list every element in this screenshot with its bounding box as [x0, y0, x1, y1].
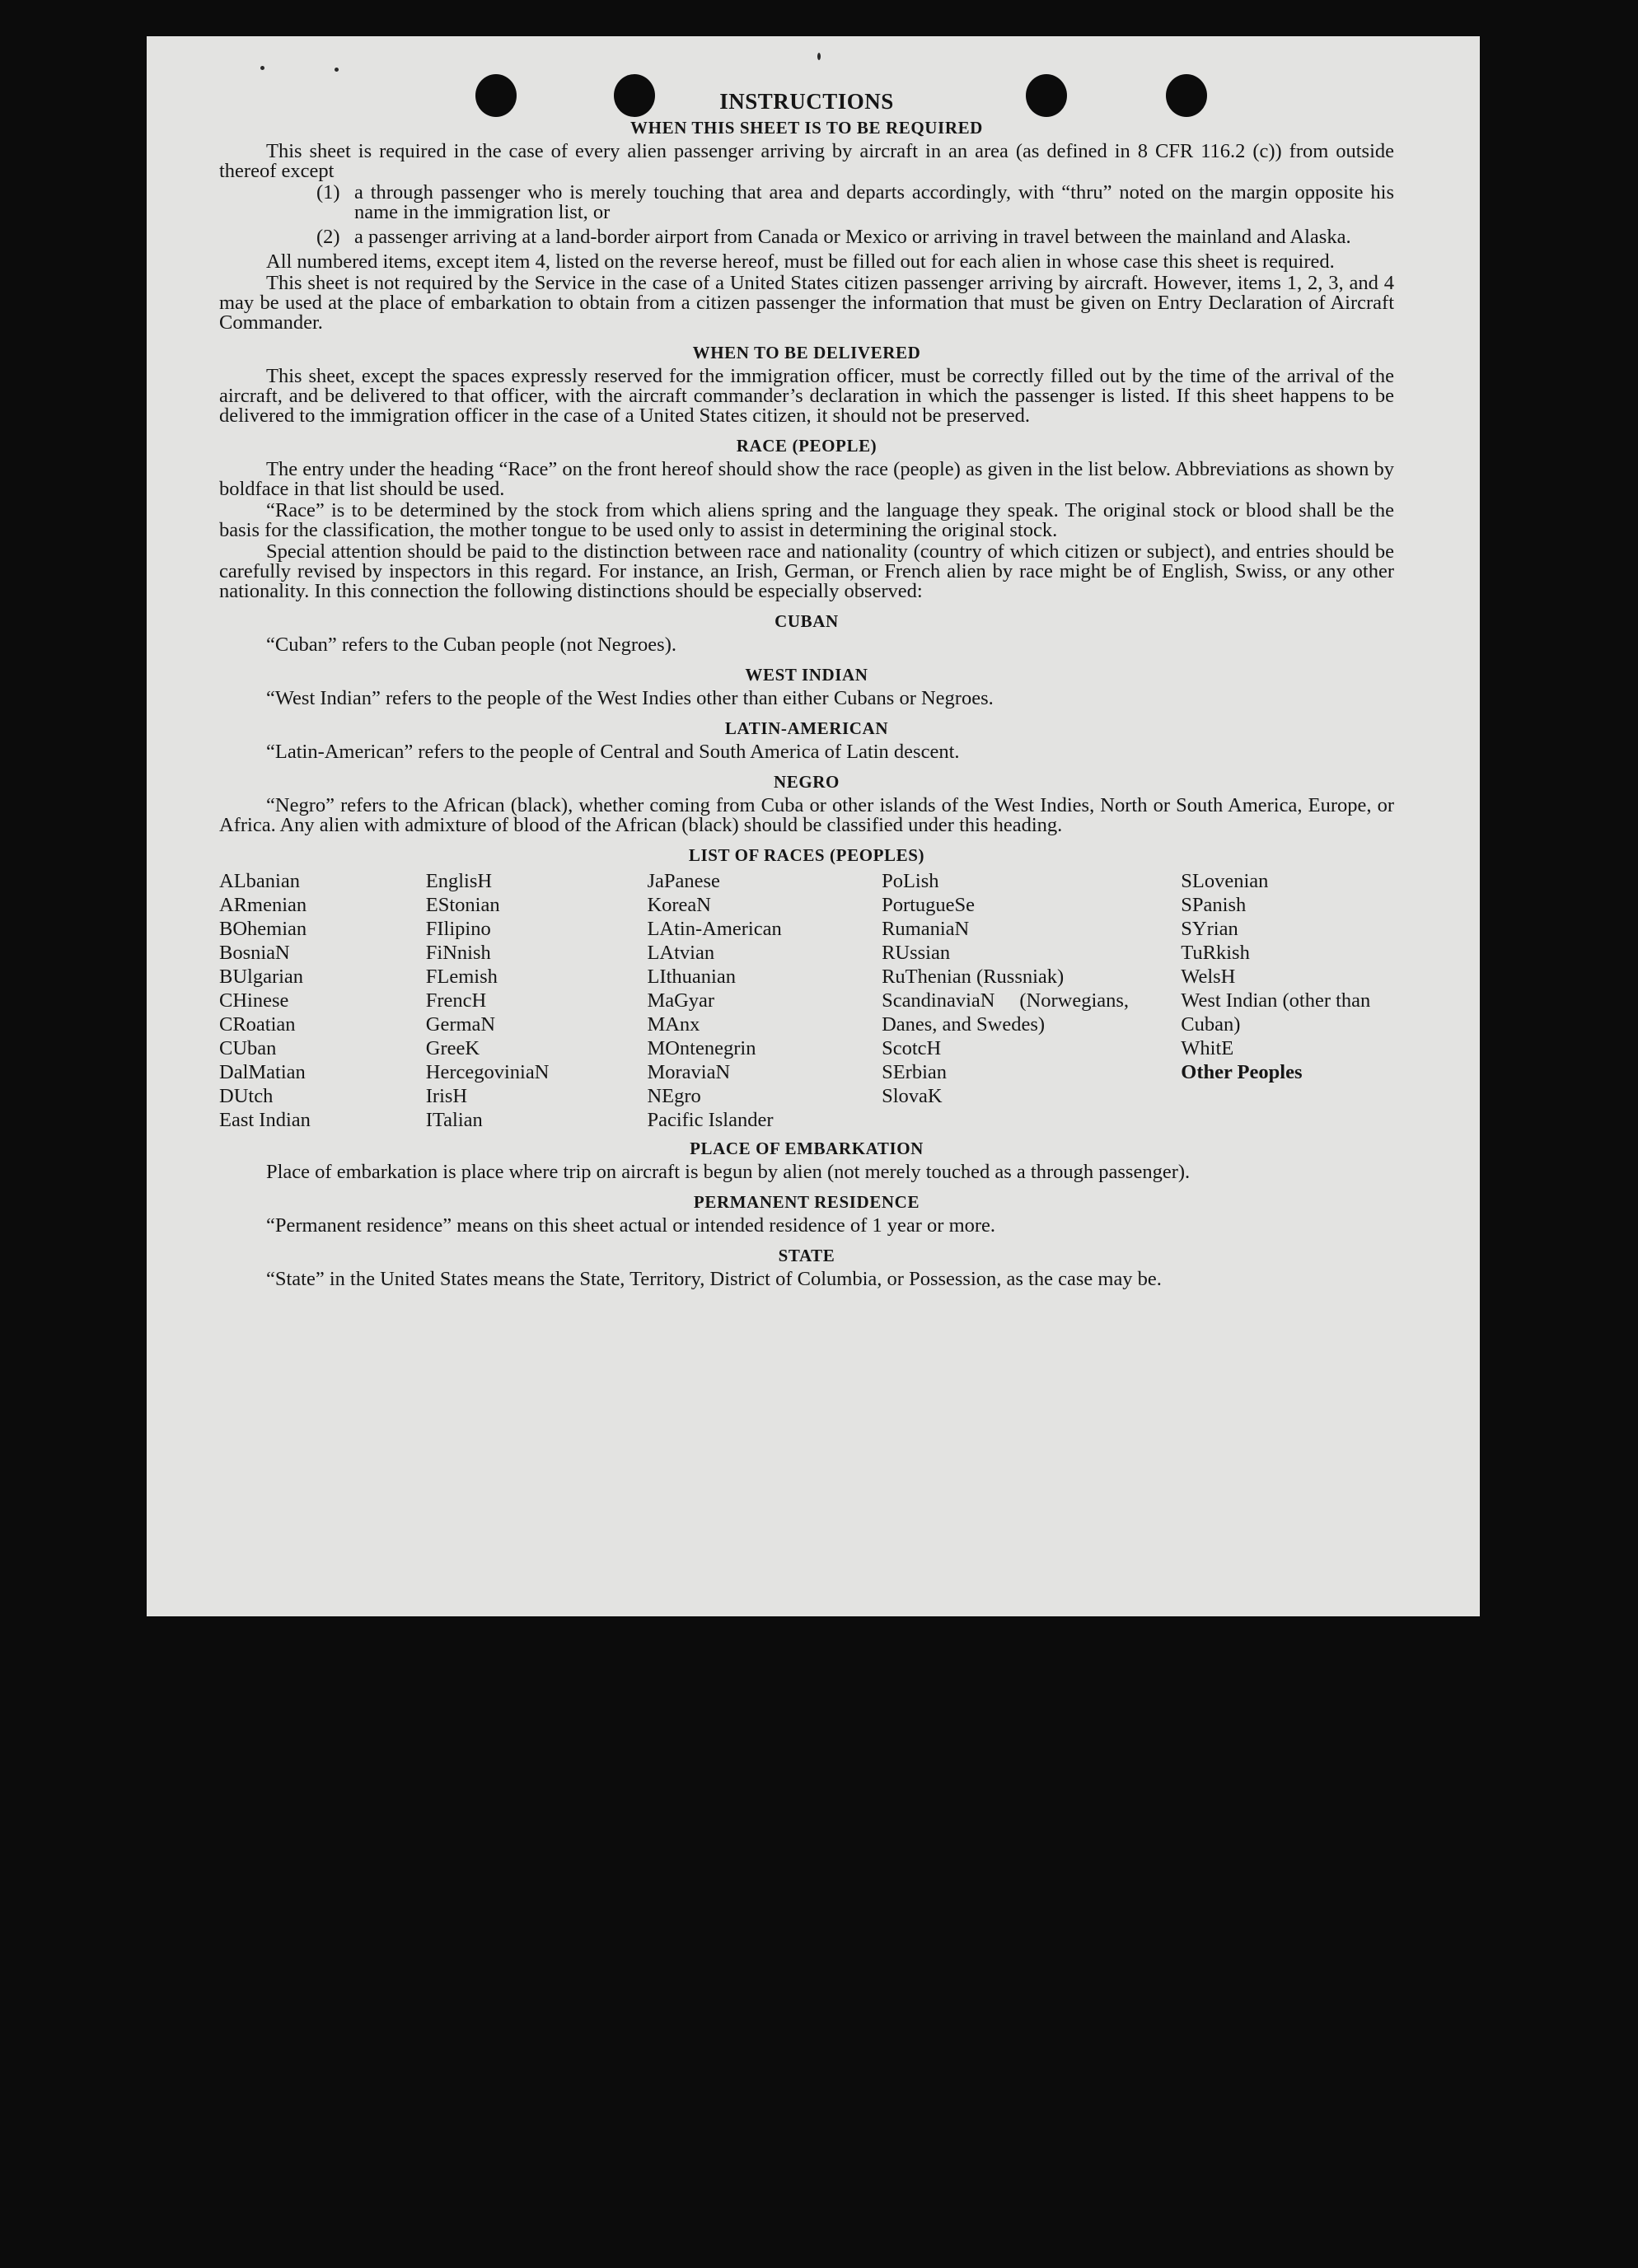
race-item: ScandinaviaN (Norwegians, Danes, and Swedes)	[882, 989, 1130, 1036]
speck	[260, 66, 264, 70]
race-item: WhitE	[1181, 1037, 1234, 1059]
section-heading-residence: PERMANENT RESIDENCE	[693, 1192, 920, 1212]
race-item: PoLish	[882, 870, 939, 892]
race-item: JaPanese	[647, 870, 720, 892]
paragraph: “State” in the United States means the State, Territory, District of Columbia, or Possession, as the case may be.	[266, 1268, 1162, 1290]
race-item: ARmenian	[219, 894, 307, 916]
race-item: TuRkish	[1181, 942, 1250, 964]
paragraph: “Permanent residence” means on this sheet actual or intended residence of 1 year or more.	[266, 1214, 996, 1237]
punch-hole	[614, 74, 655, 117]
paragraph: All numbered items, except item 4, listed on the reverse hereof, must be filled out for each alien in whose case this sheet is required.	[266, 250, 1335, 273]
race-item: Other Peoples	[1181, 1061, 1303, 1083]
race-item: CUban	[219, 1037, 277, 1059]
paragraph: This sheet, except the spaces expressly reserved for the immigration officer, must be correctly filled out by the time of the arrival of the aircraft, and be delivered to that officer, with the aircraft commander’s declaration in which the passenger is listed. If this sheet happens to be delivered to the immigration officer in the case of a United States citizen, it should not be preserved.	[219, 365, 1394, 427]
race-item: ScotcH	[882, 1037, 942, 1059]
race-item: ITalian	[425, 1109, 483, 1131]
section-heading-state: STATE	[778, 1246, 835, 1265]
punch-hole	[475, 74, 517, 117]
race-item: PortugueSe	[882, 894, 976, 916]
section-heading-embarkation: PLACE OF EMBARKATION	[690, 1139, 924, 1158]
race-item: FiNnish	[425, 942, 491, 964]
paragraph: The entry under the heading “Race” on the front hereof should show the race (people) as given in the list below. Abbreviations as shown by boldface in that list should be used.	[219, 458, 1394, 500]
item-number: (2)	[316, 226, 340, 248]
item-number: (1)	[316, 181, 340, 203]
section-heading-west-indian: WEST INDIAN	[745, 665, 868, 685]
race-item: EStonian	[425, 894, 500, 916]
race-item: East Indian	[219, 1109, 311, 1131]
race-item: BUlgarian	[219, 966, 304, 988]
race-item: CHinese	[219, 989, 289, 1012]
section-heading-race: RACE (PEOPLE)	[736, 436, 878, 456]
section-heading-latin-american: LATIN-AMERICAN	[724, 718, 889, 738]
exception-item	[316, 183, 1394, 222]
paragraph: This sheet is required in the case of every alien passenger arriving by aircraft in an area (as defined in 8 CFR 116.2 (c)) from outside thereof except	[219, 140, 1394, 182]
race-item: EnglisH	[425, 870, 493, 892]
section-heading-when-required: WHEN THIS SHEET IS TO BE REQUIRED	[630, 118, 983, 138]
race-item: FLemish	[425, 966, 498, 988]
races-column	[647, 869, 882, 1132]
race-item: CRoatian	[219, 1013, 296, 1036]
race-item: HercegoviniaN	[425, 1061, 550, 1083]
race-item: FIlipino	[425, 918, 491, 940]
race-item: FrencH	[425, 989, 487, 1012]
section-heading-negro: NEGRO	[773, 772, 840, 792]
item-text: a passenger arriving at a land-border airport from Canada or Mexico or arriving in travel between the mainland and Alaska.	[354, 226, 1351, 248]
punch-hole	[1166, 74, 1207, 117]
race-item: ALbanian	[219, 870, 300, 892]
races-column	[1181, 869, 1394, 1132]
paragraph: “Cuban” refers to the Cuban people (not Negroes).	[266, 634, 676, 656]
speck	[335, 68, 339, 72]
paragraph: “West Indian” refers to the people of the West Indies other than either Cubans or Negroes.	[266, 687, 994, 709]
race-item: West Indian (other than Cuban)	[1181, 989, 1371, 1036]
paragraph: “Race” is to be determined by the stock from which aliens spring and the language they speak. The original stock or blood shall be the basis for the classification, the mother tongue to be used only to assist in determining the original stock.	[219, 499, 1394, 541]
race-item: SYrian	[1181, 918, 1238, 940]
race-item: BosniaN	[219, 942, 290, 964]
item-text: a through passenger who is merely touching that area and departs accordingly, with “thru” noted on the margin opposite his name in the immigration list, or	[354, 181, 1394, 223]
speck	[817, 53, 821, 60]
race-item: DalMatian	[219, 1061, 306, 1083]
race-item: MaGyar	[647, 989, 715, 1012]
race-item: KoreaN	[647, 894, 711, 916]
race-item: SlovaK	[882, 1085, 943, 1107]
race-item: RUssian	[882, 942, 951, 964]
race-item: RumaniaN	[882, 918, 970, 940]
paragraph: “Latin-American” refers to the people of Central and South America of Latin descent.	[266, 741, 960, 763]
race-item: DUtch	[219, 1085, 274, 1107]
section-heading-cuban: CUBAN	[775, 611, 839, 631]
races-column	[882, 869, 1181, 1132]
exception-item	[316, 227, 1394, 247]
instruction-sheet	[147, 36, 1480, 1616]
race-item: SErbian	[882, 1061, 947, 1083]
race-item: IrisH	[425, 1085, 468, 1107]
races-list	[219, 869, 1394, 1132]
paragraph: “Negro” refers to the African (black), whether coming from Cuba or other islands of the West Indies, North or South America, Europe, or Africa. Any alien with admixture of blood of the African (black) should be classified under this heading.	[219, 794, 1394, 836]
race-item: MOntenegrin	[647, 1037, 756, 1059]
page-title: INSTRUCTIONS	[719, 89, 894, 114]
races-column	[219, 869, 426, 1132]
race-item: MoraviaN	[647, 1061, 731, 1083]
race-item: BOhemian	[219, 918, 307, 940]
race-item: WelsH	[1181, 966, 1236, 988]
race-item: MAnx	[647, 1013, 700, 1036]
race-item: SLovenian	[1181, 870, 1269, 892]
paragraph: Place of embarkation is place where trip on aircraft is begun by alien (not merely touched as a through passenger).	[266, 1161, 1191, 1183]
race-item: GermaN	[425, 1013, 496, 1036]
paragraph: This sheet is not required by the Service in the case of a United States citizen passenger arriving by aircraft. However, items 1, 2, 3, and 4 may be used at the place of embarkation to obtain from a citizen passenger the information that must be given on Entry Declaration of Aircraft Commander.	[219, 272, 1394, 334]
paragraph: Special attention should be paid to the distinction between race and nationality (country of which citizen or subject), and entries should be carefully revised by inspectors in this regard. For instance, an Irish, German, or French alien by race might be of English, Swiss, or any other nationality. In this connection the following distinctions should be especially observed:	[219, 540, 1394, 602]
punch-hole	[1026, 74, 1067, 117]
race-item: Pacific Islander	[647, 1109, 774, 1131]
race-item: LAtvian	[647, 942, 715, 964]
race-item: LIthuanian	[647, 966, 736, 988]
section-heading-when-delivered: WHEN TO BE DELIVERED	[692, 343, 921, 362]
race-item: GreeK	[425, 1037, 480, 1059]
race-item: SPanish	[1181, 894, 1247, 916]
race-item: RuThenian (Russniak)	[882, 966, 1065, 988]
race-item: NEgro	[647, 1085, 701, 1107]
race-item: LAtin-American	[647, 918, 782, 940]
races-column	[426, 869, 648, 1132]
section-heading-races-list: LIST OF RACES (PEOPLES)	[688, 845, 925, 865]
